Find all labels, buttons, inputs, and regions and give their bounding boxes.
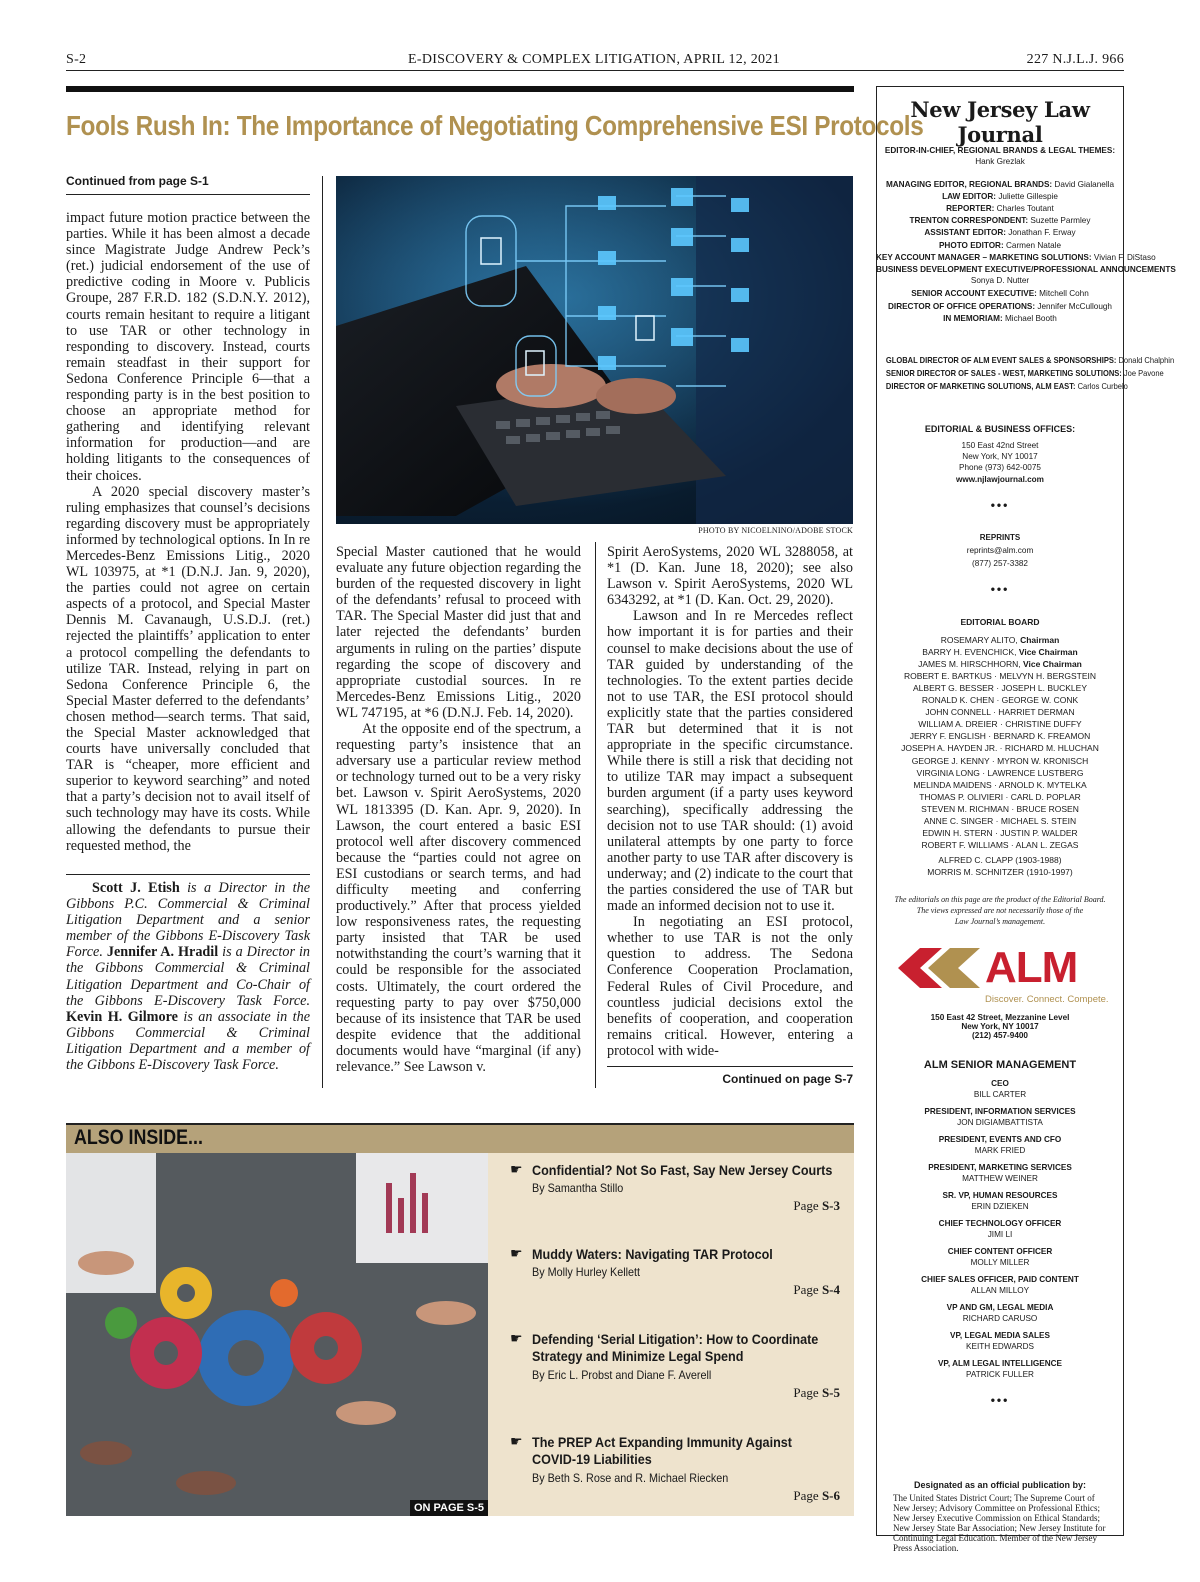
management-name: JIMI LI — [987, 1230, 1013, 1239]
office-line: Phone (973) 642-0075 — [959, 463, 1041, 472]
board-member: MELINDA MAIDENS · ARNOLD K. MYTELKA — [913, 779, 1087, 790]
masthead-staff-line: DIRECTOR OF MARKETING SOLUTIONS, ALM EAST: Carlos Curbelo — [885, 382, 1128, 391]
masthead-role: BUSINESS DEVELOPMENT EXECUTIVE/PROFESSIONAL ANNOUNCEMENTS — [876, 265, 1176, 274]
masthead-staff-line: KEY ACCOUNT MANAGER – MARKETING SOLUTIONS: Vivian F. DiStaso — [876, 252, 1156, 262]
board-member: STEVEN M. RICHMAN · BRUCE ROSEN — [921, 803, 1079, 814]
item-title[interactable]: The PREP Act Expanding Immunity Against COVID-19 Liabilities — [532, 1434, 792, 1467]
management-role: PRESIDENT, INFORMATION SERVICES — [924, 1107, 1076, 1116]
author-bio — [66, 880, 310, 1073]
masthead-staff-line: LAW EDITOR: Juliette Gillespie — [942, 192, 1058, 202]
management-name: JON DIGIAMBATTISTA — [957, 1118, 1043, 1127]
continued-rule — [607, 1066, 853, 1067]
item-byline: By Beth S. Rose and R. Michael Riecken — [532, 1471, 729, 1485]
board-member: ROSEMARY ALITO, Chairman — [940, 635, 1060, 645]
board-member: RONALD K. CHEN · GEORGE W. CONK — [921, 695, 1079, 706]
offices-heading: EDITORIAL & BUSINESS OFFICES: — [924, 424, 1076, 434]
office-line: 150 East 42nd Street — [961, 441, 1039, 450]
masthead-name: Hank Grezlak — [975, 157, 1025, 166]
item-page: Page S-3 — [793, 1198, 840, 1213]
management-role: CHIEF CONTENT OFFICER — [947, 1247, 1053, 1256]
pointing-hand-icon: ☛ — [510, 1331, 523, 1347]
management-role: CEO — [991, 1079, 1009, 1088]
on-page-badge: ON PAGE S-5 — [410, 1500, 488, 1516]
paragraph: At the opposite end of the spectrum, a requesting party’s insistence that an adversary use a particular review method or technology turned out to be a very risky bet. Lawson v. Spirit AeroSystems, 2020 WL 1813395 (D. Kan. Apr. 9, 2020). In Lawson, the court entered a basic ESI protocol well after discovery commenced because the “parties could not agree on ESI custodians or search terms, and had difficulty meeting and conferring productively.” After that process yielded low responsiveness rates, the requesting party insisted that TAR be used notwithstanding the court’s warning that it could be responsible for the associated costs. Ultimately, the court ordered the requesting party to pay over $750,000 because of its insistence that TAR be used despite evidence that the additional documents would have “marginal (if any) relevance.” See Lawson v. — [336, 721, 581, 1075]
gears-teamwork-illustration — [66, 1153, 488, 1516]
item-byline: By Eric L. Probst and Diane F. Averell — [532, 1368, 712, 1382]
continued-from: Continued from page S-1 — [66, 174, 209, 188]
board-member: ROBERT E. BARTKUS · MELVYN H. BERGSTEIN — [903, 671, 1097, 682]
paragraph: A 2020 special discovery master’s ruling emphasizes that counsel’s decisions regarding discovery must be appropriately informed by technological options. In In re Mercedes-Benz Emissions Litig., 2020 WL 103975, at *1 (D.N.J. Jan. 9, 2020), the parties could not agree on certain aspects of a protocol, and Special Master Dennis M. Cavanaugh, U.S.D.J. (ret.) rejected the plaintiffs’ application to enter a protocol compelling the defendants to utilize TAR. Instead, relying in part on Sedona Conference Principle 6, the Special Master deferred to the defendants’ chosen method—search terms. That said, the Special Master acknowledged that courts have universally concluded that TAR is “cheaper, more efficient and superior to keyword searching” and noted that a party’s decision not to avail itself of such technology may have its costs. While allowing the defendants to pursue their requested method, the — [66, 483, 310, 854]
management-name: BILL CARTER — [973, 1090, 1027, 1099]
board-member: EDWIN H. STERN · JUSTIN P. WALDER — [922, 827, 1078, 838]
board-member: MORRIS M. SCHNITZER (1910-1997) — [927, 866, 1073, 877]
continued-to: Continued on page S-7 — [722, 1072, 853, 1086]
alm-phone: (212) 457-9400 — [972, 1031, 1028, 1040]
management-role: VP, ALM LEGAL INTELLIGENCE — [937, 1359, 1063, 1368]
bio-rule — [66, 874, 310, 875]
board-member: WILLIAM A. DREIER · CHRISTINE DUFFY — [918, 719, 1082, 730]
editorial-note: Law Journal’s management. — [954, 917, 1046, 926]
office-line: New York, NY 10017 — [962, 452, 1038, 461]
author-name: Kevin H. Gilmore — [66, 1008, 178, 1025]
also-inside-photo — [66, 1153, 488, 1516]
article-headline: Fools Rush In: The Importance of Negotiating Comprehensive ESI Protocols — [66, 110, 924, 141]
paragraph: impact future motion practice between the parties. While it has been almost a decade since Magistrate Judge Andrew Peck’s (ret.) judicial endorsement of the use of predictive coding in Moore v. Publicis Groupe, 287 F.R.D. 182 (S.D.N.Y. 2012), courts remain hesitant to require a litigant to use TAR or other technology in responding to discovery. Instead, courts remain steadfast in their support for Sedona Conference Principle 6—that a responding party is in the best position to choose an appropriate method for gathering and identifying relevant information for production—and are holding litigants to the consequences of their choices. — [66, 210, 310, 484]
item-page: Page S-4 — [793, 1282, 840, 1297]
masthead-staff-line: SENIOR ACCOUNT EXECUTIVE: Mitchell Cohn — [911, 289, 1089, 298]
article-column-1 — [66, 210, 310, 868]
item-page: Page S-6 — [793, 1488, 840, 1503]
masthead-staff-line: DIRECTOR OF OFFICE OPERATIONS: Jennifer McCullough — [888, 301, 1112, 311]
header-rule — [66, 70, 1124, 71]
paragraph: Special Master cautioned that he would evaluate any future objection regarding the burden of the requested discovery in light of the defendants’ refusal to proceed with TAR. The Special Master did just that and later rejected the defendants’ burden arguments in ruling on the parties’ dispute regarding the scope of discovery and appropriate custodial sources. In re Mercedes-Benz Emissions Litig., 2020 WL 747195, at *6 (D.N.J. Feb. 14, 2020). — [336, 544, 581, 721]
management-heading: ALM SENIOR MANAGEMENT — [923, 1059, 1077, 1071]
masthead-staff-line: REPORTER: Charles Toutant — [946, 204, 1054, 214]
paragraph: Lawson and In re Mercedes reflect how important it is for parties and their counsel to make decisions about the use of TAR guided by understanding of the technologies. To the extent parties decide not to use TAR, the ESI protocol should explicitly state that the parties considered TAR but determined that it is not appropriate in the specific circumstance. While there is still a risk that deciding not to utilize TAR may impact a subsequent burden argument (if a party uses keyword searching), specifically addressing the decision not to use TAR should: (1) avoid unilateral attempts by one party to force another party to use TAR after discovery is underway; and (2) indicate to the court that the parties considered the use of TAR but made an informed decision not to use it. — [607, 608, 853, 915]
folio-section-title: E-DISCOVERY & COMPLEX LITIGATION, APRIL 12, 2021 — [408, 52, 780, 67]
board-member: ALBERT G. BESSER · JOSEPH L. BUCKLEY — [913, 683, 1087, 694]
author-desc: is an associate in the Gibbons Commercial & Criminal Litigation Department and a member of the Gibbons E-Discovery Task Force. — [66, 1008, 310, 1074]
masthead-staff-line: SENIOR DIRECTOR OF SALES - WEST, MARKETING SOLUTIONS: Joe Pavone — [885, 369, 1164, 378]
item-title[interactable]: Confidential? Not So Fast, Say New Jersey Courts — [532, 1162, 833, 1178]
designation-heading: Designated as an official publication by: — [913, 1480, 1087, 1490]
management-name: KEITH EDWARDS — [966, 1342, 1034, 1351]
item-page: Page S-5 — [793, 1385, 840, 1400]
author-name: Jennifer A. Hradil — [106, 944, 219, 961]
continued-rule — [66, 194, 310, 195]
masthead-name: Sonya D. Nutter — [970, 276, 1030, 285]
item-title[interactable]: Muddy Waters: Navigating TAR Protocol — [532, 1246, 773, 1262]
alm-address: New York, NY 10017 — [961, 1022, 1039, 1031]
editorial-note: The views expressed are not necessarily those of the — [916, 906, 1084, 915]
management-role: PRESIDENT, MARKETING SERVICES — [928, 1163, 1072, 1172]
article-column-3 — [607, 544, 853, 1060]
alm-logo-mark — [898, 948, 980, 993]
board-member: JOSEPH A. HAYDEN JR. · RICHARD M. HLUCHAN — [901, 743, 1099, 754]
masthead-staff-line: ASSISTANT EDITOR: Jonathan F. Erway — [924, 228, 1076, 238]
reprints-phone: (877) 257-3382 — [972, 559, 1028, 568]
masthead-staff-line: MANAGING EDITOR, REGIONAL BRANDS: David Gialanella — [885, 180, 1115, 189]
also-inside-title: ALSO INSIDE... — [74, 1126, 203, 1149]
laptop-data-illustration — [336, 176, 853, 524]
management-name: RICHARD CARUSO — [962, 1314, 1038, 1323]
board-member: VIRGINIA LONG · LAWRENCE LUSTBERG — [916, 767, 1084, 778]
column-divider — [322, 176, 323, 1088]
masthead-staff-line: PHOTO EDITOR: Carmen Natale — [938, 240, 1062, 250]
board-member: JERRY F. ENGLISH · BERNARD K. FREAMON — [909, 731, 1091, 742]
reprints-heading: REPRINTS — [979, 533, 1021, 542]
masthead-staff-line: IN MEMORIAM: Michael Booth — [943, 314, 1057, 323]
item-byline: By Samantha Stillo — [532, 1181, 624, 1195]
pointing-hand-icon: ☛ — [510, 1246, 523, 1262]
pointing-hand-icon: ☛ — [510, 1434, 523, 1450]
separator-dots: ••• — [990, 498, 1010, 512]
management-role: VP AND GM, LEGAL MEDIA — [946, 1303, 1054, 1312]
management-role: VP, LEGAL MEDIA SALES — [950, 1331, 1050, 1340]
board-member: THOMAS P. OLIVIERI · CARL D. POPLAR — [919, 791, 1081, 802]
pointing-hand-icon: ☛ — [510, 1162, 523, 1178]
alm-logo: ALM — [985, 943, 1078, 992]
alm-address: 150 East 42 Street, Mezzanine Level — [930, 1013, 1070, 1022]
article-photo — [336, 176, 853, 524]
folio-citation: 227 N.J.L.J. 966 — [1026, 52, 1124, 67]
author-name: Scott J. Etish — [92, 880, 180, 896]
author-desc: is a Director in the Gibbons P.C. Commercial & Criminal Litigation Department and a senior member of the Gibbons E-Discovery Task Force. — [66, 880, 310, 961]
masthead-staff-line: GLOBAL DIRECTOR OF ALM EVENT SALES & SPONSORSHIPS: Donald Chalphin — [885, 356, 1175, 365]
folio-page-number: S-2 — [66, 52, 87, 67]
reprints-email[interactable]: reprints@alm.com — [966, 546, 1034, 555]
management-role: CHIEF SALES OFFICER, PAID CONTENT — [921, 1275, 1079, 1284]
office-website[interactable]: www.njlawjournal.com — [956, 475, 1044, 484]
column-divider — [595, 542, 596, 1088]
board-member: ALFRED C. CLAPP (1903-1988) — [938, 854, 1062, 865]
board-heading: EDITORIAL BOARD — [960, 617, 1040, 627]
paragraph: Spirit AeroSystems, 2020 WL 3288058, at *1 (D. Kan. June 18, 2020); see also Lawson v. Spirit AeroSystems, 2020 WL 6343292, at *1 (D. Kan. Oct. 29, 2020). — [607, 544, 853, 609]
editorial-note: The editorials on this page are the product of the Editorial Board. — [894, 895, 1106, 904]
paragraph: In negotiating an ESI protocol, whether to use TAR is not the only question to address. The Sedona Conference Cooperation Proclamation, Federal Rules of Civil Procedure, and countless judicial decisions extol the benefits of cooperation, and cooperation remains critical. However, entering a protocol with wide- — [607, 914, 853, 1059]
photo-credit: PHOTO BY NICOELNINO/ADOBE STOCK — [698, 526, 853, 535]
management-role: PRESIDENT, EVENTS AND CFO — [938, 1135, 1062, 1144]
board-member: JAMES M. HIRSCHHORN, Vice Chairman — [918, 659, 1082, 670]
management-role: SR. VP, HUMAN RESOURCES — [942, 1191, 1058, 1200]
author-desc: is a Director in the Gibbons Commercial & Criminal Litigation Department and Co-Chair of the Gibbons E-Discovery Task Force. — [66, 944, 310, 1009]
article-column-2 — [336, 544, 581, 1092]
separator-dots: ••• — [990, 582, 1010, 596]
management-name: MARK FRIED — [974, 1146, 1026, 1155]
management-role: CHIEF TECHNOLOGY OFFICER — [938, 1219, 1062, 1228]
board-member: BARRY H. EVENCHICK, Vice Chairman — [922, 647, 1078, 658]
item-title[interactable]: Defending ‘Serial Litigation’: How to Coordinate Strategy and Minimize Legal Spend — [532, 1331, 819, 1364]
alm-tagline: Discover. Connect. Compete. — [985, 994, 1109, 1005]
management-name: MOLLY MILLER — [970, 1258, 1030, 1267]
management-name: ALLAN MILLOY — [970, 1286, 1030, 1295]
board-member: ROBERT F. WILLIAMS · ALAN L. ZEGAS — [921, 839, 1079, 850]
newspaper-logo: New Jersey Law Journal — [910, 97, 1090, 147]
headline-bar — [66, 86, 854, 92]
management-name: MATTHEW WEINER — [962, 1174, 1038, 1183]
board-member: GEORGE J. KENNY · MYRON W. KRONISCH — [911, 755, 1089, 766]
board-member: ANNE C. SINGER · MICHAEL S. STEIN — [923, 815, 1077, 826]
masthead-staff-line: TRENTON CORRESPONDENT: Suzette Parmley — [909, 216, 1091, 226]
management-name: PATRICK FULLER — [966, 1370, 1034, 1379]
board-member: JOHN CONNELL · HARRIET DERMAN — [925, 707, 1075, 718]
designation-text: The United States District Court; The Supreme Court of New Jersey; Advisory Committee on Professional Ethics; New Jersey Executive Commission on Ethical Standards; New Jersey State Bar Association; New Jersey Institute for Continuing Legal Education. Member of the New Jersey Press Association. — [893, 1493, 1106, 1553]
separator-dots: ••• — [990, 1393, 1010, 1407]
masthead-role: EDITOR-IN-CHIEF, REGIONAL BRANDS & LEGAL THEMES: — [884, 146, 1116, 155]
management-name: ERIN DZIEKEN — [971, 1202, 1029, 1211]
item-byline: By Molly Hurley Kellett — [532, 1265, 641, 1279]
